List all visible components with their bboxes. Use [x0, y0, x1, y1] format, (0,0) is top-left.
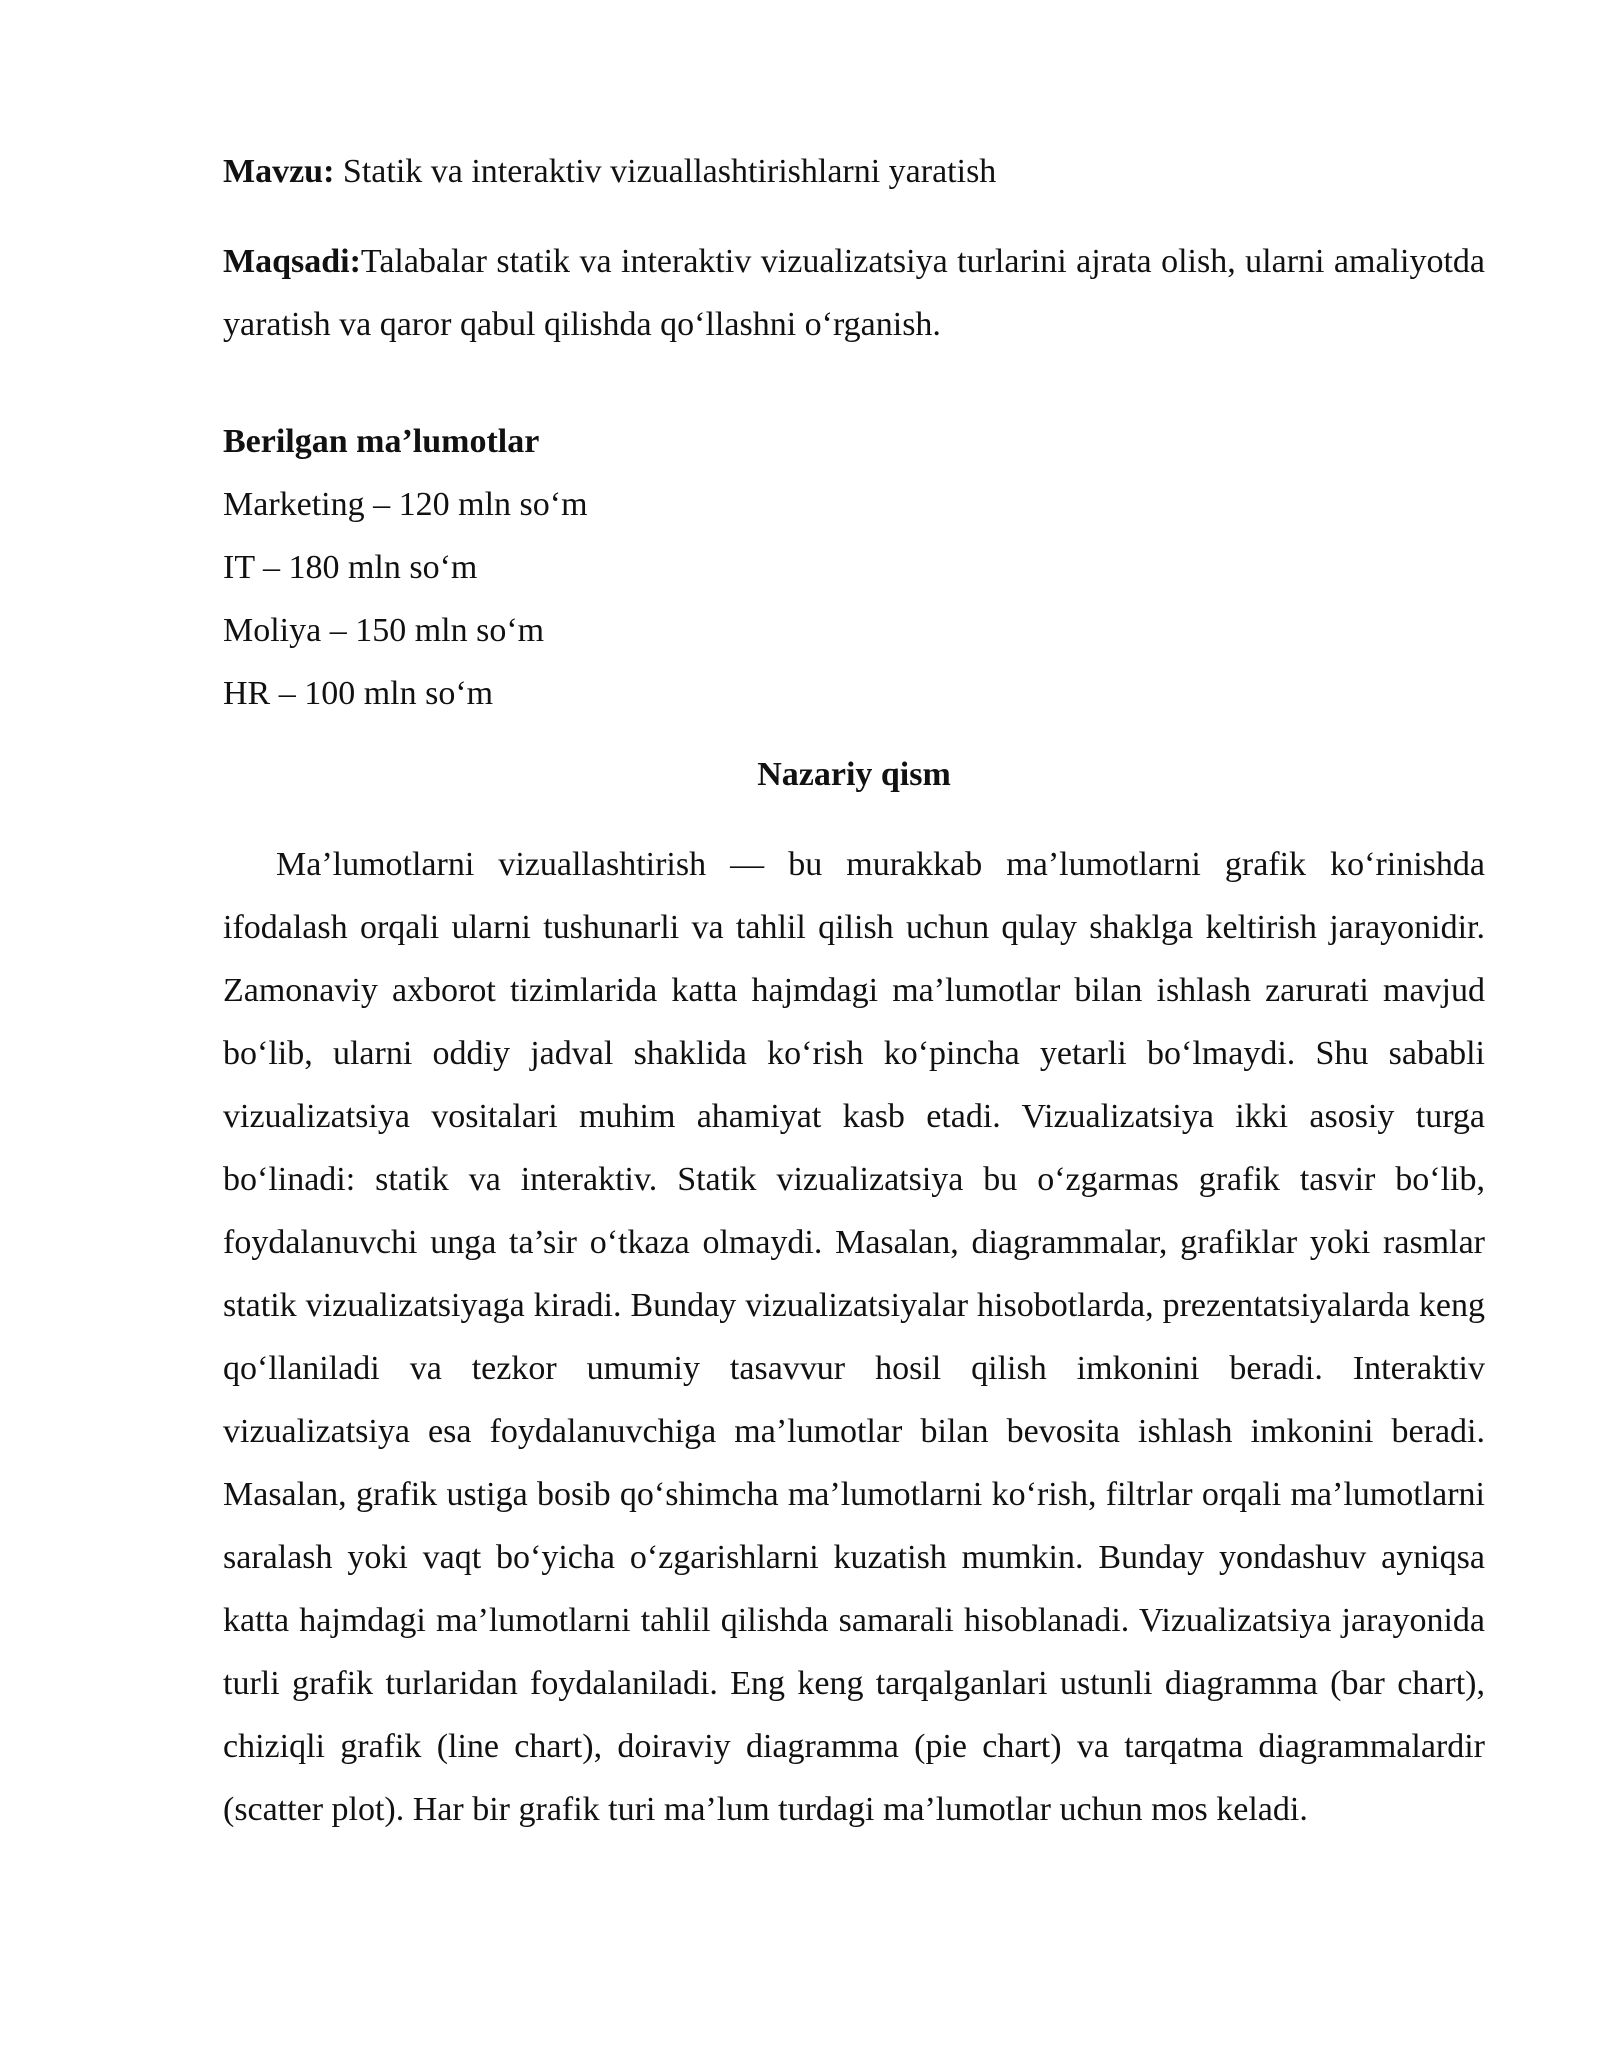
- given-data-item: HR – 100 mln so‘m: [223, 675, 494, 712]
- document-page: [223, 140, 1485, 1841]
- given-data-item: Marketing – 120 mln so‘m: [223, 486, 588, 523]
- topic-label: Mavzu:: [223, 153, 335, 190]
- goal-label: Maqsadi:: [223, 243, 361, 280]
- topic-line: [223, 140, 1485, 203]
- given-data-item: Moliya – 150 mln so‘m: [223, 612, 545, 649]
- goal-text: Talabalar statik va interaktiv vizualizatsiya turlarini ajrata olish, ularni amaliyotda yaratish va qaror qabul qilishda qo‘llashni o‘rganish.: [223, 243, 1485, 343]
- theory-paragraph: Ma’lumotlarni vizuallashtirish — bu murakkab ma’lumotlarni grafik ko‘rinishda ifodalash orqali ularni tushunarli va tahlil qilish uchun qulay shaklga keltirish jarayonidir. Zamonaviy axborot tizimlarida katta hajmdagi ma’lumotlar bilan ishlash zarurati mavjud bo‘lib, ularni oddiy jadval shaklida ko‘rish ko‘pincha yetarli bo‘lmaydi. Shu sababli vizualizatsiya vositalari muhim ahamiyat kasb etadi. Vizualizatsiya ikki asosiy turga bo‘linadi: statik va interaktiv. Statik vizualizatsiya bu o‘zgarmas grafik tasvir bo‘lib, foydalanuvchi unga ta’sir o‘tkaza olmaydi. Masalan, diagrammalar, grafiklar yoki rasmlar statik vizualizatsiyaga kiradi. Bunday vizualizatsiyalar hisobotlarda, prezentatsiyalarda keng qo‘llaniladi va tezkor umumiy tasavvur hosil qilish imkonini beradi. Interaktiv vizualizatsiya esa foydalanuvchiga ma’lumotlar bilan bevosita ishlash imkonini beradi. Masalan, grafik ustiga bosib qo‘shimcha ma’lumotlarni ko‘rish, filtrlar orqali ma’lumotlarni saralash yoki vaqt bo‘yicha o‘zgarishlarni kuzatish mumkin. Bunday yondashuv ayniqsa katta hajmdagi ma’lumotlarni tahlil qilishda samarali hisoblanadi. Vizualizatsiya jarayonida turli grafik turlaridan foydalaniladi. Eng keng tarqalganlari ustunli diagramma (bar chart), chiziqli grafik (line chart), doiraviy diagramma (pie chart) va tarqatma diagrammalardir (scatter plot). Har bir grafik turi ma’lum turdagi ma’lumotlar uchun mos keladi.: [223, 846, 1485, 1828]
- topic-text: Statik va interaktiv vizuallashtirishlarni yaratish: [342, 153, 997, 190]
- goal-paragraph: [223, 230, 1485, 356]
- given-data-item: IT – 180 mln so‘m: [223, 549, 478, 586]
- theory-heading: Nazariy qism: [757, 756, 951, 793]
- given-data-heading: Berilgan ma’lumotlar: [223, 423, 540, 460]
